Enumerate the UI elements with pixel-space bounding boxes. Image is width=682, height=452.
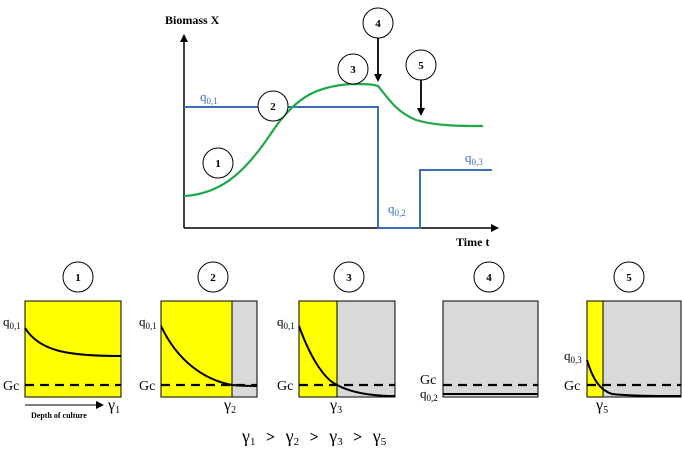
svg-text:4: 4 bbox=[375, 18, 381, 30]
panel-2-number: 2 bbox=[210, 272, 216, 284]
phase-marker-3 bbox=[338, 54, 368, 84]
panel-3-gamma: γ3 bbox=[330, 397, 343, 416]
panel-5-q-label: $q_{0,3}$ bbox=[564, 348, 582, 365]
y-axis-label: Biomass X bbox=[165, 13, 220, 27]
svg-text:3: 3 bbox=[350, 64, 356, 76]
panel-5-lit-zone bbox=[587, 301, 603, 397]
panel-3-gc-label: Gc bbox=[277, 379, 294, 394]
panel-4-gc-label: Gc bbox=[420, 373, 437, 388]
ordering-op-2: > bbox=[309, 429, 319, 446]
panel-4-dark-zone bbox=[443, 301, 538, 397]
panel-2-gamma: γ2 bbox=[224, 397, 237, 416]
panel-2-gc-label: Gc bbox=[139, 379, 156, 394]
svg-text:5: 5 bbox=[418, 60, 424, 72]
panel-4-q-label: $q_{0,2}$ bbox=[420, 386, 438, 403]
ordering-term-4: γ bbox=[372, 426, 381, 446]
x-axis-label: Time t bbox=[456, 235, 490, 249]
panel-5-number: 5 bbox=[626, 272, 632, 284]
panel-4 bbox=[420, 262, 538, 403]
panel-1-gamma: γ1 bbox=[108, 397, 121, 416]
svg-text:1: 1 bbox=[215, 158, 221, 170]
biomass-curve bbox=[184, 84, 483, 196]
ordering-term-2: γ bbox=[285, 426, 294, 446]
panel-2-q-label: $q_{0,1}$ bbox=[139, 314, 157, 331]
phase-marker-2 bbox=[258, 91, 288, 121]
phase-marker-5 bbox=[406, 50, 436, 114]
panel-5-gc-label: Gc bbox=[564, 379, 581, 394]
phase-marker-1 bbox=[203, 148, 233, 178]
panel-1-gc-label: Gc bbox=[3, 379, 20, 394]
panel-1-q-label: $q_{0,1}$ bbox=[3, 314, 21, 331]
svg-text:2: 2 bbox=[270, 101, 276, 113]
panel-1 bbox=[3, 262, 121, 420]
q02-label: $q_{0,2}$ bbox=[388, 201, 406, 218]
q01-label: $q_{0,1}$ bbox=[200, 89, 218, 106]
panel-1-number: 1 bbox=[75, 272, 81, 284]
panel-3 bbox=[277, 262, 395, 416]
ordering-term-1: γ bbox=[242, 426, 250, 446]
panel-5-gamma: γ5 bbox=[596, 397, 609, 416]
ordering-op-3: > bbox=[353, 429, 363, 446]
ordering-term-3: γ bbox=[329, 426, 338, 446]
biomass-time-plot bbox=[165, 8, 497, 249]
panel-3-q-label: $q_{0,1}$ bbox=[277, 314, 295, 331]
panel-1-lit-zone bbox=[25, 301, 121, 397]
panel-4-number: 4 bbox=[486, 272, 492, 284]
panel-3-number: 3 bbox=[346, 272, 352, 284]
panel-5 bbox=[564, 262, 681, 416]
panel-2 bbox=[139, 262, 257, 416]
ordering-op-1: > bbox=[265, 429, 276, 446]
depth-of-culture-label: Depth of culture bbox=[31, 411, 87, 420]
gamma-ordering: γ1 > γ2 > γ3 > γ5 bbox=[242, 426, 387, 448]
q03-label: $q_{0,3}$ bbox=[465, 150, 483, 167]
